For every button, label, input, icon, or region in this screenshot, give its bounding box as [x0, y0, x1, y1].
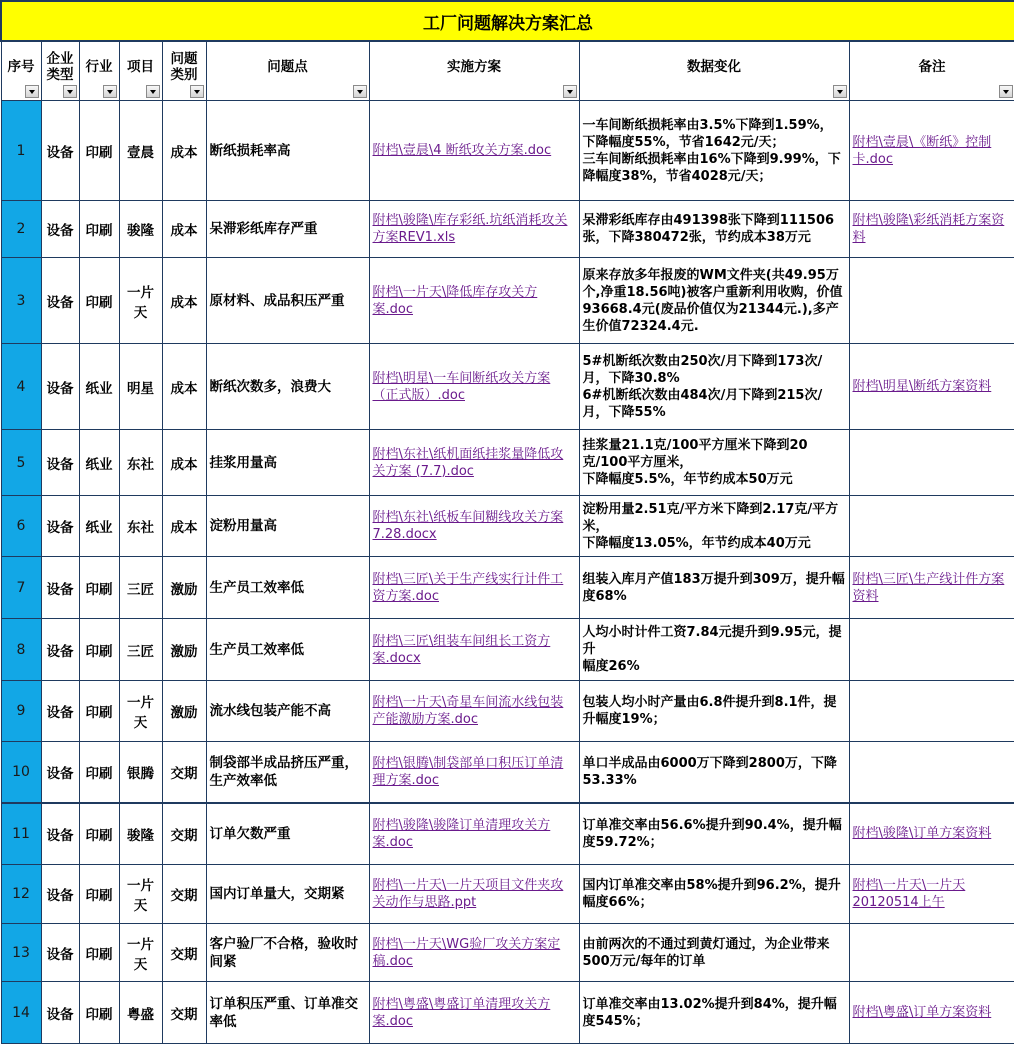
- issue-cell-container: [206, 803, 369, 865]
- table-row: [1, 557, 1014, 619]
- project-cell: 东社: [127, 456, 154, 473]
- category-cell: 交期: [170, 1006, 198, 1023]
- category-cell: 激励: [170, 705, 198, 721]
- note-link-container: [849, 982, 1014, 1044]
- data-change-cell: 由前两次的不通过到黄灯通过，为企业带来500万元/每年的订单: [582, 936, 830, 969]
- industry-cell: 印刷: [85, 144, 113, 161]
- industry-cell: 印刷: [85, 1006, 113, 1023]
- data-change-cell: 人均小时计件工资7.84元提升到9.95元，提升 幅度26%: [582, 625, 842, 674]
- note-link-container: [849, 557, 1014, 619]
- category-cell: 交期: [170, 827, 198, 844]
- data-change-cell: 组装入库月产值183万提升到309万，提升幅度68%: [582, 571, 845, 604]
- note-link[interactable]: 附档\一片天\一片天20120514上午: [852, 878, 966, 910]
- enterprise-type-cell-container: [41, 865, 79, 924]
- project-cell: 三匠: [127, 643, 154, 660]
- plan-link[interactable]: 附档\三匠\关于生产线实行计件工资方案.doc: [372, 571, 564, 604]
- enterprise-type-cell: 设备: [46, 827, 74, 844]
- industry-cell-container: [79, 742, 119, 803]
- filter-dropdown-icon[interactable]: [999, 85, 1013, 98]
- industry-cell: 印刷: [85, 223, 113, 239]
- data-change-cell-container: [579, 619, 849, 681]
- issue-cell: 国内订单量大，交期紧: [209, 886, 345, 902]
- header-category: [162, 41, 206, 101]
- filter-dropdown-icon[interactable]: [103, 85, 117, 98]
- data-change-cell-container: [579, 742, 849, 803]
- filter-dropdown-icon[interactable]: [63, 85, 77, 98]
- row-number-cell: 13: [12, 944, 30, 961]
- plan-link-container: [369, 557, 579, 619]
- category-cell: 成本: [170, 144, 198, 161]
- table-row: [1, 496, 1014, 557]
- issue-cell-container: [206, 982, 369, 1044]
- plan-link[interactable]: 附档\一片天\奇星车间流水线包装产能激励方案.doc: [372, 695, 564, 727]
- header-label: 项目: [127, 59, 154, 75]
- issue-cell: 客户验厂不合格，验收时间紧: [209, 935, 358, 970]
- header-row: [1, 41, 1014, 101]
- project-cell-container: [119, 619, 162, 681]
- plan-link-container: [369, 742, 579, 803]
- enterprise-type-cell: 设备: [46, 888, 74, 904]
- enterprise-type-cell: 设备: [46, 144, 74, 161]
- project-cell: 骏隆: [127, 223, 154, 239]
- category-cell: 激励: [170, 643, 198, 660]
- data-change-cell: 淀粉用量2.51克/平方米下降到2.17克/平方米， 下降幅度13.05%，年节约成本40万元: [582, 501, 839, 551]
- project-cell: 一片天: [127, 936, 154, 973]
- header-plan: [369, 41, 579, 101]
- issue-cell: 断纸次数多，浪费大: [209, 378, 331, 395]
- industry-cell-container: [79, 924, 119, 982]
- data-change-cell: 呆滞彩纸库存由491398张下降到111506张，下降380472张，节约成本38万元: [582, 213, 835, 245]
- data-change-cell-container: [579, 557, 849, 619]
- issue-cell: 订单欠数严重: [209, 825, 291, 842]
- issue-cell-container: [206, 258, 369, 344]
- industry-cell-container: [79, 101, 119, 201]
- project-cell-container: [119, 982, 162, 1044]
- enterprise-type-cell-container: [41, 982, 79, 1044]
- row-number-cell-container: [1, 496, 41, 557]
- project-cell: 东社: [127, 520, 154, 536]
- header-label: 数据变化: [687, 59, 741, 75]
- issue-cell-container: [206, 496, 369, 557]
- industry-cell-container: [79, 803, 119, 865]
- data-change-cell: 订单准交率由56.6%提升到90.4%，提升幅度59.72%；: [582, 817, 842, 850]
- plan-link[interactable]: 附档\一片天\一片天项目文件夹攻关动作与思路.ppt: [372, 878, 564, 910]
- project-cell-container: [119, 803, 162, 865]
- data-change-cell: 国内订单准交率由58%提升到96.2%，提升幅度66%；: [582, 878, 841, 910]
- issue-cell-container: [206, 681, 369, 742]
- row-number-cell-container: [1, 430, 41, 496]
- plan-link-container: [369, 101, 579, 201]
- project-cell: 粤盛: [127, 1006, 154, 1023]
- row-number-cell: 6: [16, 518, 26, 534]
- issue-cell-container: [206, 557, 369, 619]
- category-cell-container: [162, 619, 206, 681]
- row-number-cell-container: [1, 258, 41, 344]
- row-number-cell-container: [1, 982, 41, 1044]
- category-cell: 成本: [170, 294, 198, 311]
- note-link-container: [849, 201, 1014, 258]
- category-cell: 成本: [170, 520, 198, 536]
- enterprise-type-cell: 设备: [46, 946, 74, 963]
- industry-cell-container: [79, 619, 119, 681]
- data-change-cell-container: [579, 201, 849, 258]
- enterprise-type-cell: 设备: [46, 765, 74, 782]
- project-cell-container: [119, 865, 162, 924]
- data-change-cell: 订单准交率由13.02%提升到84%，提升幅度545%；: [582, 996, 837, 1029]
- table-row: [1, 619, 1014, 681]
- row-number-cell: 1: [16, 142, 26, 159]
- row-number-cell-container: [1, 803, 41, 865]
- category-cell-container: [162, 803, 206, 865]
- enterprise-type-cell-container: [41, 681, 79, 742]
- issue-cell-container: [206, 742, 369, 803]
- header-label: 问题类别: [170, 51, 198, 83]
- category-cell: 成本: [170, 456, 198, 473]
- enterprise-type-cell-container: [41, 619, 79, 681]
- data-change-cell-container: [579, 430, 849, 496]
- note-link-container: [849, 430, 1014, 496]
- data-change-cell-container: [579, 496, 849, 557]
- data-change-cell-container: [579, 344, 849, 430]
- row-number-cell: 10: [12, 763, 30, 780]
- row-number-cell: 3: [16, 292, 26, 309]
- enterprise-type-cell-container: [41, 258, 79, 344]
- issue-cell-container: [206, 101, 369, 201]
- enterprise-type-cell: 设备: [46, 581, 74, 598]
- plan-link-container: [369, 865, 579, 924]
- header-project: [119, 41, 162, 101]
- note-link[interactable]: 附档\骏隆\彩纸消耗方案资料: [852, 213, 1005, 245]
- category-cell-container: [162, 924, 206, 982]
- industry-cell: 纸业: [85, 456, 113, 473]
- table-row: [1, 924, 1014, 982]
- data-change-cell-container: [579, 101, 849, 201]
- enterprise-type-cell-container: [41, 496, 79, 557]
- row-number-cell: 4: [16, 378, 26, 395]
- table-row: [1, 430, 1014, 496]
- note-link-container: [849, 496, 1014, 557]
- enterprise-type-cell: 设备: [46, 520, 74, 536]
- note-link-container: [849, 924, 1014, 982]
- industry-cell: 印刷: [85, 294, 113, 311]
- filter-dropdown-icon[interactable]: [25, 85, 39, 98]
- issue-cell: 生产员工效率低: [209, 641, 304, 658]
- note-link-container: [849, 258, 1014, 344]
- issue-cell-container: [206, 924, 369, 982]
- row-number-cell-container: [1, 557, 41, 619]
- plan-link[interactable]: 附档\粤盛\粤盛订单清理攻关方案.doc: [372, 996, 551, 1029]
- table-row: [1, 982, 1014, 1044]
- category-cell-container: [162, 681, 206, 742]
- note-link[interactable]: 附档\粤盛\订单方案资料: [852, 1005, 992, 1020]
- industry-cell-container: [79, 982, 119, 1044]
- data-change-cell: 原来存放多年报废的WM文件夹(共49.95万个,净重18.56吨)被客户重新利用收购，价值93668.4元(废品价值仅为21344元.),多产生价值72324.4元.: [582, 267, 843, 334]
- industry-cell-container: [79, 201, 119, 258]
- data-change-cell-container: [579, 258, 849, 344]
- plan-link[interactable]: 附档\三匠\组装车间组长工资方案.docx: [372, 633, 551, 666]
- plan-link[interactable]: 附档\一片天\降低库存攻关方案.doc: [372, 284, 538, 317]
- project-cell: 一片天: [127, 878, 154, 914]
- row-number-cell: 12: [12, 886, 30, 902]
- enterprise-type-cell: 设备: [46, 223, 74, 239]
- enterprise-type-cell: 设备: [46, 643, 74, 660]
- issue-cell-container: [206, 865, 369, 924]
- table-row: [1, 344, 1014, 430]
- plan-link[interactable]: 附档\东社\纸板车间糊线攻关方案7.28.docx: [372, 510, 564, 542]
- industry-cell-container: [79, 496, 119, 557]
- row-number-cell: 8: [16, 641, 26, 658]
- data-change-cell-container: [579, 681, 849, 742]
- category-cell-container: [162, 557, 206, 619]
- industry-cell-container: [79, 681, 119, 742]
- industry-cell-container: [79, 430, 119, 496]
- project-cell: 一片天: [127, 284, 154, 321]
- row-number-cell-container: [1, 681, 41, 742]
- header-label: 备注: [918, 59, 946, 75]
- plan-link-container: [369, 982, 579, 1044]
- data-change-cell-container: [579, 924, 849, 982]
- industry-cell-container: [79, 865, 119, 924]
- table-row: [1, 101, 1014, 201]
- category-cell-container: [162, 101, 206, 201]
- table-row: [1, 258, 1014, 344]
- table-row: [1, 803, 1014, 865]
- header-issue: [206, 41, 369, 101]
- row-number-cell-container: [1, 924, 41, 982]
- industry-cell-container: [79, 344, 119, 430]
- row-number-cell-container: [1, 742, 41, 803]
- issue-cell: 订单积压严重、订单准交率低: [209, 995, 358, 1030]
- row-number-cell: 2: [16, 221, 26, 237]
- category-cell-container: [162, 982, 206, 1044]
- plan-link-container: [369, 201, 579, 258]
- issue-cell: 呆滞彩纸库存严重: [209, 221, 318, 237]
- plan-link-container: [369, 803, 579, 865]
- note-link-container: [849, 681, 1014, 742]
- header-label: 企业类型: [46, 51, 74, 83]
- data-change-cell: 挂浆量21.1克/100平方厘米下降到20克/100平方厘米， 下降幅度5.5%，年节约成本50万元: [582, 438, 808, 487]
- enterprise-type-cell: 设备: [46, 456, 74, 473]
- plan-link[interactable]: 附档\明星\一车间断纸攻关方案（正式版）.doc: [372, 370, 551, 403]
- issue-cell: 流水线包装产能不高: [209, 703, 331, 719]
- plan-link-container: [369, 924, 579, 982]
- data-change-cell: 包装人均小时产量由6.8件提升到8.1件，提升幅度19%；: [582, 695, 837, 727]
- project-cell-container: [119, 344, 162, 430]
- data-change-cell-container: [579, 803, 849, 865]
- note-link[interactable]: 附档\壹晨\《断纸》控制卡.doc: [852, 134, 992, 167]
- enterprise-type-cell: 设备: [46, 705, 74, 721]
- note-link-container: [849, 344, 1014, 430]
- enterprise-type-cell-container: [41, 344, 79, 430]
- industry-cell-container: [79, 258, 119, 344]
- industry-cell: 印刷: [85, 888, 113, 904]
- plan-link-container: [369, 496, 579, 557]
- plan-link-container: [369, 258, 579, 344]
- data-change-cell-container: [579, 982, 849, 1044]
- category-cell-container: [162, 430, 206, 496]
- row-number-cell: 9: [16, 703, 26, 719]
- filter-dropdown-icon[interactable]: [146, 85, 160, 98]
- sheet-title: 工厂问题解决方案汇总: [1, 1, 1014, 41]
- data-change-cell: 5#机断纸次数由250次/月下降到173次/月，下降30.8% 6#机断纸次数由484次/月下降到215次/月，下降55%: [582, 353, 823, 420]
- plan-link[interactable]: 附档\壹晨\4 断纸攻关方案.doc: [372, 143, 552, 158]
- data-change-cell: 单口半成品由6000万下降到2800万，下降53.33%: [582, 755, 837, 788]
- filter-dropdown-icon[interactable]: [190, 85, 204, 98]
- project-cell-container: [119, 742, 162, 803]
- filter-dropdown-icon[interactable]: [563, 85, 577, 98]
- issue-cell: 生产员工效率低: [209, 579, 304, 596]
- row-number-cell-container: [1, 344, 41, 430]
- header-note: [849, 41, 1014, 101]
- plan-link[interactable]: 附档\骏隆\库存彩纸.坑纸消耗攻关方案REV1.xls: [372, 213, 568, 245]
- project-cell-container: [119, 557, 162, 619]
- project-cell-container: [119, 924, 162, 982]
- row-number-cell-container: [1, 201, 41, 258]
- project-cell-container: [119, 201, 162, 258]
- enterprise-type-cell: 设备: [46, 294, 74, 311]
- plan-link-container: [369, 681, 579, 742]
- row-number-cell-container: [1, 101, 41, 201]
- enterprise-type-cell: 设备: [46, 380, 74, 397]
- project-cell-container: [119, 430, 162, 496]
- table-row: [1, 742, 1014, 803]
- plan-link[interactable]: 附档\银腾\制袋部单口积压订单清理方案.doc: [372, 755, 564, 788]
- row-number-cell-container: [1, 619, 41, 681]
- enterprise-type-cell-container: [41, 924, 79, 982]
- note-link[interactable]: 附档\明星\断纸方案资料: [852, 379, 992, 394]
- project-cell-container: [119, 496, 162, 557]
- note-link-container: [849, 619, 1014, 681]
- enterprise-type-cell-container: [41, 557, 79, 619]
- row-number-cell: 14: [12, 1004, 30, 1021]
- category-cell: 成本: [170, 223, 198, 239]
- issue-cell-container: [206, 201, 369, 258]
- plan-link[interactable]: 附档\东社\纸机面纸挂浆量降低攻关方案 (7.7).doc: [372, 446, 564, 479]
- project-cell-container: [119, 101, 162, 201]
- header-data-change: [579, 41, 849, 101]
- project-cell: 一片天: [127, 695, 154, 731]
- row-number-cell: 11: [12, 825, 30, 842]
- table-row: [1, 681, 1014, 742]
- industry-cell: 纸业: [85, 380, 113, 397]
- header-label: 问题点: [267, 59, 308, 75]
- issue-cell-container: [206, 344, 369, 430]
- row-number-cell: 5: [16, 454, 26, 471]
- industry-cell-container: [79, 557, 119, 619]
- project-cell: 三匠: [127, 581, 154, 598]
- industry-cell: 印刷: [85, 827, 113, 844]
- header-industry: [79, 41, 119, 101]
- issue-cell: 淀粉用量高: [209, 518, 277, 534]
- plan-link[interactable]: 附档\骏隆\骏隆订单清理攻关方案.doc: [372, 817, 551, 850]
- filter-dropdown-icon[interactable]: [353, 85, 367, 98]
- category-cell-container: [162, 344, 206, 430]
- industry-cell: 印刷: [85, 705, 113, 721]
- note-link-container: [849, 865, 1014, 924]
- enterprise-type-cell-container: [41, 803, 79, 865]
- plan-link-container: [369, 344, 579, 430]
- header-label: 实施方案: [447, 59, 501, 75]
- header-label: 序号: [7, 59, 35, 75]
- filter-dropdown-icon[interactable]: [833, 85, 847, 98]
- issue-cell-container: [206, 430, 369, 496]
- note-link-container: [849, 803, 1014, 865]
- note-link[interactable]: 附档\骏隆\订单方案资料: [852, 826, 992, 842]
- category-cell-container: [162, 258, 206, 344]
- issue-cell: 挂浆用量高: [209, 454, 277, 471]
- enterprise-type-cell-container: [41, 430, 79, 496]
- header-label: 行业: [85, 59, 113, 75]
- row-number-cell: 7: [16, 579, 26, 596]
- category-cell-container: [162, 865, 206, 924]
- plan-link-container: [369, 619, 579, 681]
- category-cell-container: [162, 201, 206, 258]
- header-enterprise-type: [41, 41, 79, 101]
- category-cell: 成本: [170, 380, 198, 397]
- data-change-cell-container: [579, 865, 849, 924]
- note-link-container: [849, 101, 1014, 201]
- project-cell-container: [119, 258, 162, 344]
- category-cell: 交期: [170, 765, 198, 782]
- enterprise-type-cell-container: [41, 101, 79, 201]
- industry-cell: 印刷: [85, 581, 113, 598]
- category-cell: 交期: [170, 946, 198, 963]
- project-cell: 壹晨: [127, 144, 154, 161]
- category-cell: 激励: [170, 581, 198, 598]
- note-link-container: [849, 742, 1014, 803]
- category-cell-container: [162, 496, 206, 557]
- enterprise-type-cell-container: [41, 201, 79, 258]
- industry-cell: 印刷: [85, 765, 113, 782]
- category-cell: 交期: [170, 888, 198, 904]
- project-cell: 银腾: [127, 765, 154, 782]
- issue-cell: 断纸损耗率高: [209, 142, 291, 159]
- issue-cell: 制袋部半成品挤压严重，生产效率低: [209, 754, 358, 789]
- project-cell: 骏隆: [127, 827, 154, 844]
- project-cell-container: [119, 681, 162, 742]
- data-change-cell: 一车间断纸损耗率由3.5%下降到1.59%，下降幅度55%，节省1642元/天； 三车间断纸损耗率由16%下降到9.99%，下降幅度38%，节省4028元/天；: [582, 117, 841, 184]
- enterprise-type-cell-container: [41, 742, 79, 803]
- industry-cell: 纸业: [85, 520, 113, 536]
- project-cell: 明星: [127, 380, 154, 397]
- issue-cell: 原材料、成品积压严重: [209, 292, 345, 309]
- plan-link[interactable]: 附档\一片天\WG验厂攻关方案定稿.doc: [372, 936, 561, 969]
- issue-cell-container: [206, 619, 369, 681]
- enterprise-type-cell: 设备: [46, 1006, 74, 1023]
- row-number-cell-container: [1, 865, 41, 924]
- industry-cell: 印刷: [85, 946, 113, 963]
- industry-cell: 印刷: [85, 643, 113, 660]
- plan-link-container: [369, 430, 579, 496]
- header-no: [1, 41, 41, 101]
- note-link[interactable]: 附档\三匠\生产线计件方案资料: [852, 571, 1005, 604]
- table-row: [1, 865, 1014, 924]
- category-cell-container: [162, 742, 206, 803]
- table-row: [1, 201, 1014, 258]
